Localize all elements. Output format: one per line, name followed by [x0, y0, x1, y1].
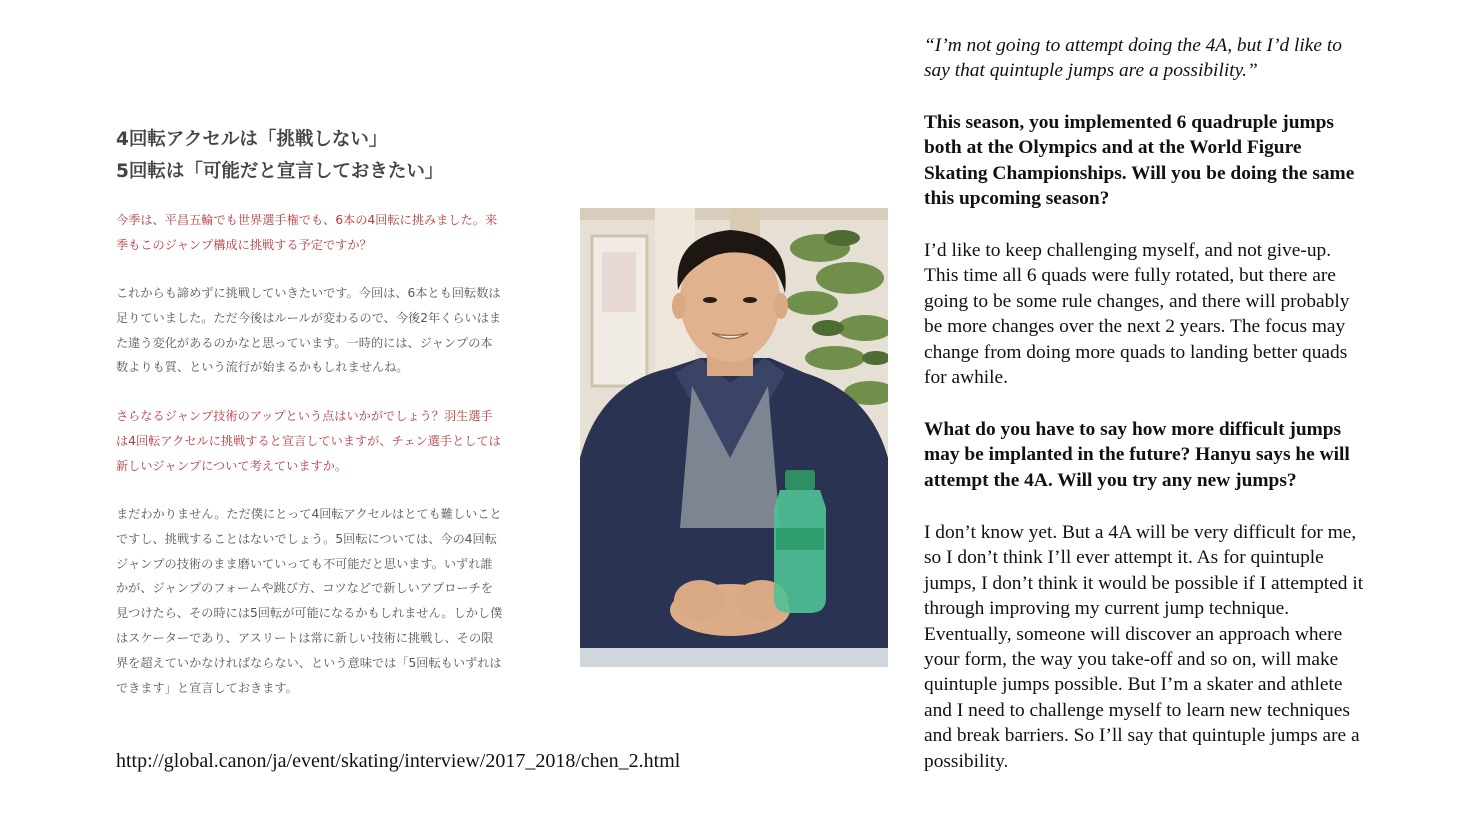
jp-question-2 — [116, 404, 561, 478]
en-line: through improving my current jump technique. — [924, 598, 1290, 620]
jp-line: まだわかりません。ただ僕にとって4回転アクセルはとても難しいこと — [116, 507, 502, 521]
en-line: Skating Championships. Will you be doing the same — [924, 162, 1355, 184]
source-url[interactable]: http://global.canon/ja/event/skating/interview/2017_2018/chen_2.html — [116, 750, 681, 772]
jp-line: 界を超えていかなければならない、という意味では「5回転もいずれは — [116, 655, 502, 670]
jp-line: できます」と宣言しておきます。 — [116, 680, 298, 695]
en-line: What do you have to say how more difficult jumps — [924, 419, 1342, 440]
skater-photo-illustration — [580, 208, 888, 667]
en-line: Eventually, someone will discover an approach where — [924, 623, 1343, 645]
jp-line: さらなるジャンプ技術のアップという点はいかがでしょう？羽生選手 — [116, 409, 493, 423]
en-line: going to be some rule changes, and there will probably — [924, 290, 1350, 312]
en-answer-2 — [924, 520, 1424, 774]
en-line: say that quintuple jumps are a possibility.” — [924, 60, 1258, 82]
jp-line: 新しいジャンプについて考えていますか。 — [116, 458, 348, 473]
jp-line: 足りていました。ただ今後はルールが変わるので、今後2年くらいはま — [116, 310, 502, 325]
en-line: and I need to challenge myself to learn new techniques — [924, 699, 1350, 721]
jp-question-1 — [116, 208, 561, 258]
en-line: quintuple jumps possible. But I’m a skater and athlete — [924, 674, 1343, 696]
jp-line: これからも諦めずに挑戦していきたいです。今回は、6本とも回転数は — [116, 286, 501, 300]
en-question-1 — [924, 110, 1424, 212]
en-line: This season, you implemented 6 quadruple jumps — [924, 112, 1334, 133]
en-line: both at the Olympics and at the World Figure — [924, 137, 1302, 159]
jp-line: ジャンプの技術のまま磨いていっても不可能だと思います。いずれ誰 — [116, 556, 493, 571]
en-line: be more changes over the next 2 years. The focus may — [924, 316, 1346, 338]
en-answer-1 — [924, 238, 1424, 390]
en-line: this upcoming season? — [924, 188, 1110, 210]
en-line: and break barriers. So I’ll say that quintuple jumps are a — [924, 725, 1360, 747]
en-line: jumps, I don’t think it would be possible if I attempted it — [924, 572, 1364, 594]
en-line: This time all 6 quads were fully rotated, but there are — [924, 265, 1336, 287]
en-line: may be implanted in the future? Hanyu says he will — [924, 444, 1350, 466]
jp-line: 見つけたら、その時には5回転が可能になるかもしれません。しかし僕 — [116, 606, 503, 621]
en-line: change from doing more quads to landing better quads — [924, 341, 1348, 363]
en-line: so I don’t think I’ll ever attempt it. As for quintuple — [924, 547, 1324, 569]
en-line: for awhile. — [924, 367, 1008, 389]
jp-heading-line: 4回転アクセルは「挑戦しない」 — [116, 129, 388, 150]
en-line: I don’t know yet. But a 4A will be very difficult for me, — [924, 522, 1357, 543]
jp-line: は4回転アクセルに挑戦すると宣言していますが、チェン選手としては — [116, 433, 501, 448]
jp-line: 季もこのジャンプ構成に挑戦する予定ですか？ — [116, 237, 372, 252]
en-line: “I’m not going to attempt doing the 4A, but I’d like to — [924, 35, 1342, 56]
jp-line: ですし、挑戦することはないでしょう。5回転については、今の4回転 — [116, 531, 497, 546]
jp-line: 数よりも質、という流行が始まるかもしれませんね。 — [116, 360, 409, 375]
jp-line: かが、ジャンプのフォームや跳び方、コツなどで新しいアプローチを — [116, 581, 493, 596]
en-question-2 — [924, 417, 1424, 493]
en-line: possibility. — [924, 750, 1009, 772]
jp-heading-line: 5回転は「可能だと宣言しておきたい」 — [116, 161, 444, 182]
en-line: your form, the way you take-off and so on, will make — [924, 649, 1339, 671]
jp-answer-1 — [116, 281, 561, 380]
en-line: attempt the 4A. Will you try any new jumps? — [924, 469, 1297, 491]
jp-line: た違う変化があるのかなと思っています。一時的には、ジャンプの本 — [116, 335, 493, 350]
jp-answer-2 — [116, 502, 561, 700]
en-quote — [924, 33, 1424, 84]
skater-photo — [580, 208, 888, 667]
en-line: I’d like to keep challenging myself, and not give-up. — [924, 240, 1332, 261]
jp-line: 今季は、平昌五輪でも世界選手権でも、6本の4回転に挑みました。来 — [116, 213, 498, 227]
jp-line: はスケーターであり、アスリートは常に新しい技術に挑戦し、その限 — [116, 630, 494, 645]
jp-heading — [116, 124, 556, 188]
